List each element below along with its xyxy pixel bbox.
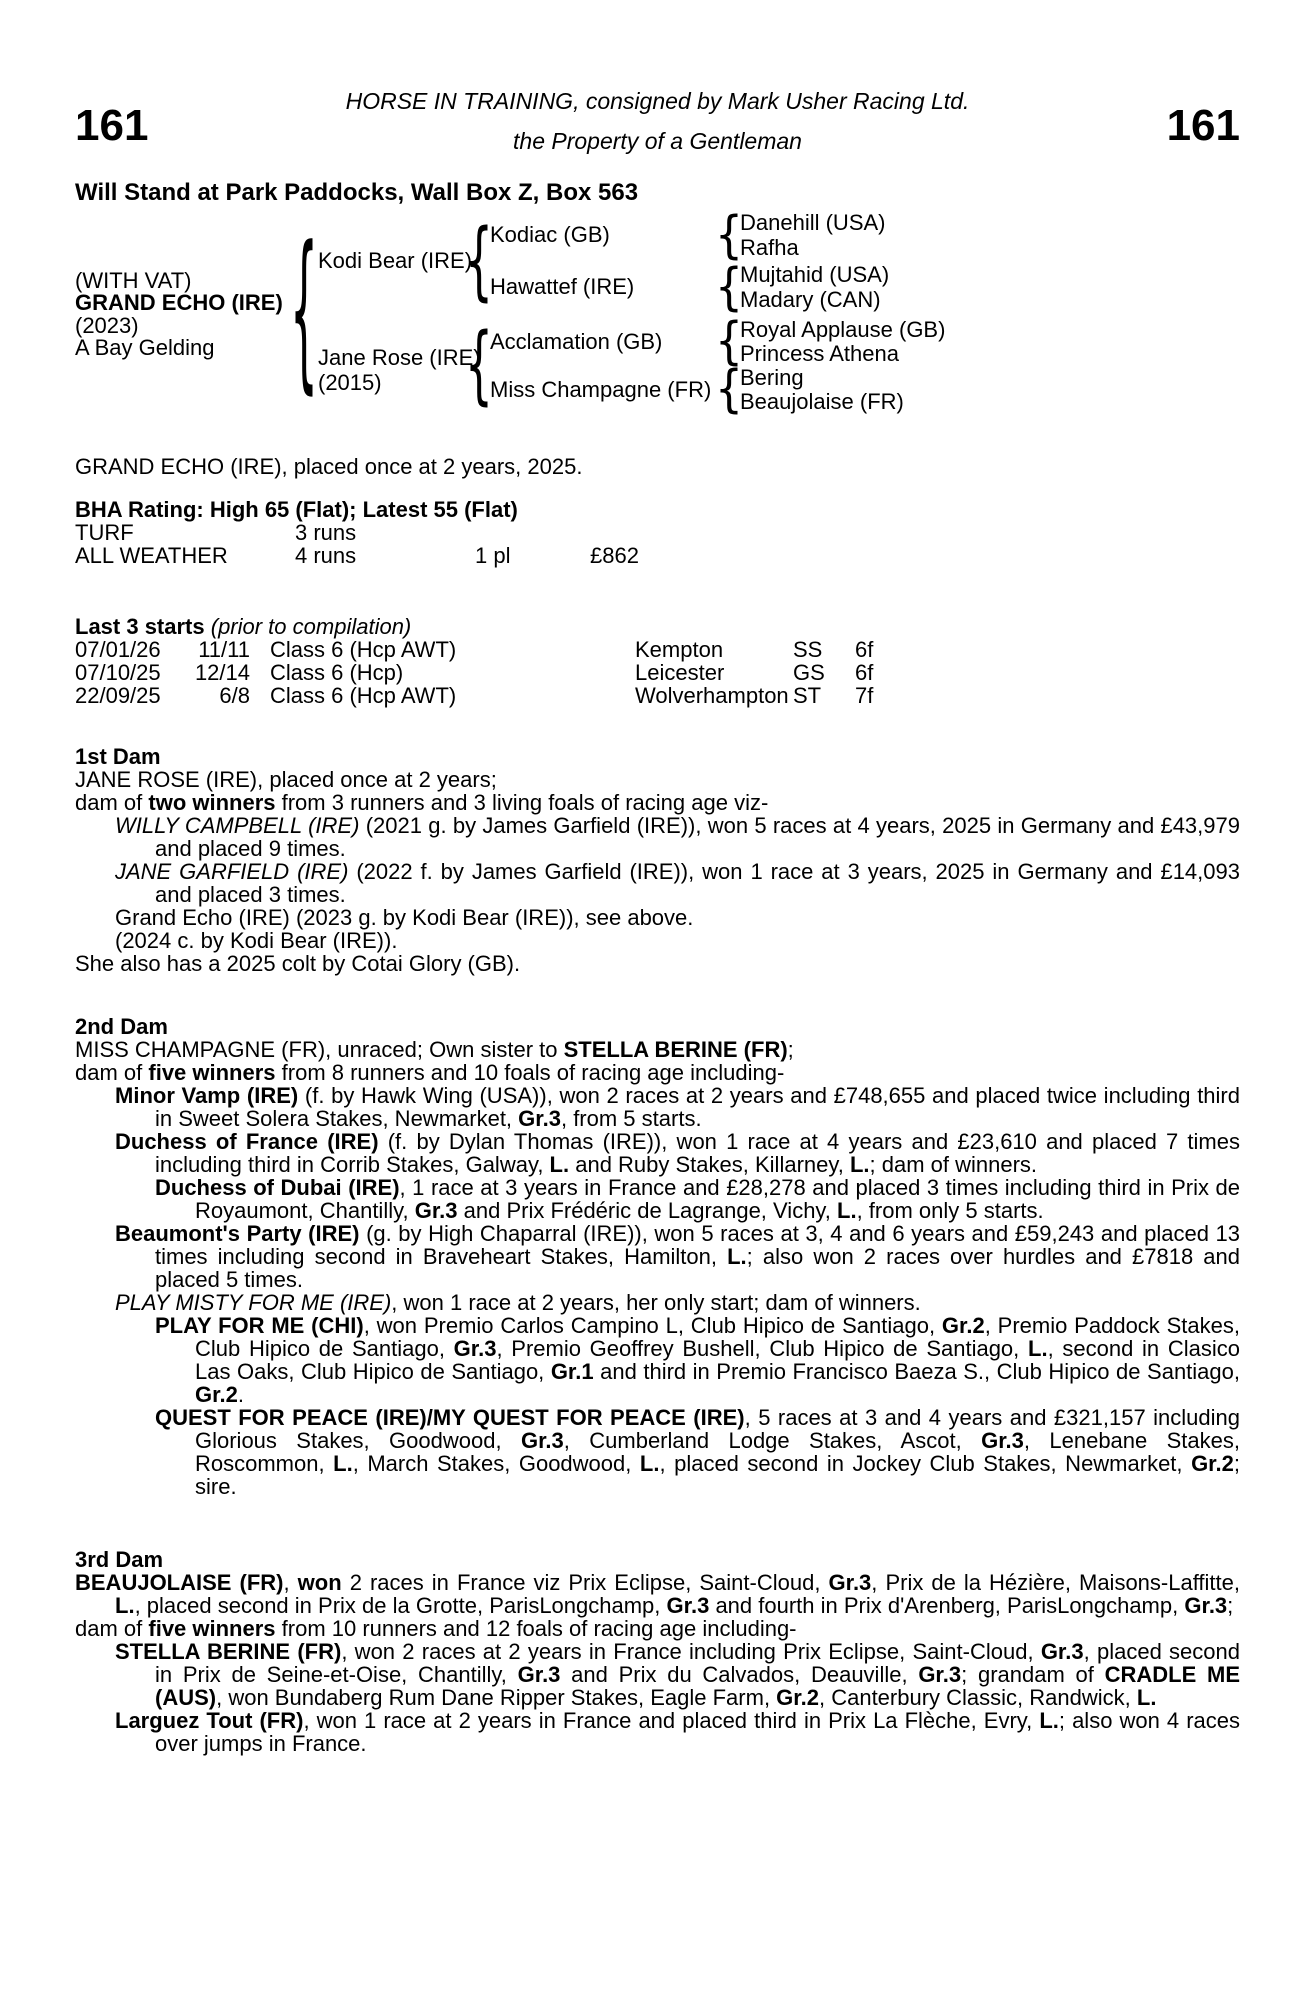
text-run: Gr.3 bbox=[453, 1336, 497, 1361]
sire-sire-dam-name: Rafha bbox=[740, 235, 799, 260]
text-run: JANE ROSE (IRE), placed once at 2 years; bbox=[75, 767, 497, 792]
pedigree-paragraph bbox=[75, 1130, 1240, 1176]
text-run: , won Bundaberg Rum Dane Ripper Stakes, Eagle Farm, bbox=[216, 1685, 777, 1710]
text-run: Gr.3 bbox=[918, 1662, 962, 1687]
pedigree-brace: { bbox=[715, 360, 743, 419]
surface-row bbox=[75, 544, 1240, 567]
text-run: PLAY MISTY FOR ME (IRE) bbox=[115, 1290, 392, 1315]
text-run: She also has a 2025 colt by Cotai Glory (GB). bbox=[75, 951, 521, 976]
pedigree-brace: { bbox=[715, 312, 743, 371]
text-run: from 8 runners and 10 foals of racing age including- bbox=[275, 1060, 785, 1085]
text-run: JANE GARFIELD (IRE) bbox=[115, 859, 349, 884]
dam-sire-name: Acclamation (GB) bbox=[490, 329, 663, 354]
sire-sire-sire-name: Danehill (USA) bbox=[740, 210, 886, 235]
race-course: Kempton bbox=[635, 637, 724, 662]
text-run: Gr.3 bbox=[828, 1570, 872, 1595]
race-row bbox=[75, 684, 1240, 707]
race-class: Class 6 (Hcp AWT) bbox=[270, 637, 457, 662]
text-run: Larguez Tout (FR) bbox=[115, 1708, 304, 1733]
text-run: (f. by Hawk Wing (USA)), won 2 races at 2 years and £748,655 and placed twice including third in Sweet Solera Stakes, Newmarket, bbox=[155, 1083, 1240, 1131]
text-run: two winners bbox=[148, 790, 276, 815]
text-run: L. bbox=[727, 1244, 747, 1269]
text-run: and third in Premio Francisco Baeza S., Club Hipico de Santiago, bbox=[593, 1359, 1240, 1384]
text-run: Gr.3 bbox=[520, 1428, 564, 1453]
dam-sire-dam-name: Princess Athena bbox=[740, 341, 899, 366]
text-run: five winners bbox=[148, 1060, 276, 1085]
dam-foaled-year: (2015) bbox=[318, 370, 382, 395]
pedigree-brace: { bbox=[715, 258, 743, 317]
text-run: Beaumont's Party (IRE) bbox=[115, 1221, 360, 1246]
text-run: ; also won 2 races over hurdles and £7818 and placed 5 times. bbox=[155, 1244, 1241, 1292]
text-run: Gr.2 bbox=[941, 1313, 985, 1338]
text-run: L. bbox=[115, 1593, 135, 1618]
text-run: Gr.1 bbox=[550, 1359, 594, 1384]
text-run: ; also won 4 races over jumps in France. bbox=[155, 1708, 1240, 1756]
text-run: 2 races in France viz Prix Eclipse, Saint-Cloud, bbox=[341, 1570, 829, 1595]
pedigree-paragraph bbox=[75, 1291, 1240, 1314]
text-run: Gr.2 bbox=[1191, 1451, 1234, 1476]
text-run: (f. by Dylan Thomas (IRE)), won 1 race at 4 years and £23,610 and placed 7 times including third in Corrib Stakes, Galway, bbox=[155, 1129, 1240, 1177]
text-run: . bbox=[237, 1382, 244, 1407]
text-run: ; bbox=[1227, 1593, 1234, 1618]
text-run: , won 2 races at 2 years in France including Prix Eclipse, Saint-Cloud, bbox=[341, 1639, 1041, 1664]
text-run: , Lenebane Stakes, Roscommon, bbox=[195, 1428, 1241, 1476]
pedigree-paragraph bbox=[75, 952, 1240, 975]
text-run: , won Premio Carlos Campino L, Club Hipico de Santiago, bbox=[363, 1313, 942, 1338]
property-line: the Property of a Gentleman bbox=[513, 128, 802, 154]
pedigree-paragraph bbox=[75, 860, 1240, 906]
race-date: 22/09/25 bbox=[75, 683, 161, 708]
dam-dam-dam-name: Beaujolaise (FR) bbox=[740, 389, 904, 414]
lot-number-right: 161 bbox=[1166, 101, 1240, 150]
race-course: Leicester bbox=[635, 660, 725, 685]
text-run: won bbox=[297, 1570, 342, 1595]
surface-record-table bbox=[75, 521, 1240, 567]
text-run: dam of bbox=[75, 1060, 149, 1085]
pedigree-brace: { bbox=[715, 206, 743, 265]
race-position: 6/8 bbox=[219, 683, 250, 708]
places-value: 1 pl bbox=[475, 543, 511, 568]
bha-rating-line: BHA Rating: High 65 (Flat); Latest 55 (Flat) bbox=[75, 497, 518, 522]
dam-sire-sire-name: Royal Applause (GB) bbox=[740, 317, 946, 342]
text-run: and Ruby Stakes, Killarney, bbox=[569, 1152, 850, 1177]
text-run: , won 1 race at 2 years, her only start; dam of winners. bbox=[391, 1290, 921, 1315]
text-run: L. bbox=[1136, 1685, 1157, 1710]
pedigree-paragraph bbox=[75, 906, 1240, 929]
runs-value: 4 runs bbox=[295, 543, 357, 568]
text-run: (2022 f. by James Garfield (IRE)), won 1 race at 3 years, 2025 in Germany and £14,093 and placed 3 times. bbox=[155, 859, 1240, 907]
text-run: , placed second in Jockey Club Stakes, Newmarket, bbox=[659, 1451, 1192, 1476]
text-run: and Prix Frédéric de Lagrange, Vichy, bbox=[457, 1198, 838, 1223]
text-run: Gr.2 bbox=[195, 1382, 238, 1407]
sire-sire-name: Kodiac (GB) bbox=[490, 222, 610, 247]
text-run: from 3 runners and 3 living foals of racing age viz- bbox=[275, 790, 769, 815]
text-run: dam of bbox=[75, 790, 149, 815]
text-run: ; sire. bbox=[195, 1451, 1240, 1499]
text-run: Gr.3 bbox=[517, 1662, 561, 1687]
race-going: ST bbox=[793, 683, 822, 708]
pedigree-paragraph bbox=[75, 1176, 1240, 1222]
text-run: , Cumberland Lodge Stakes, Ascot, bbox=[563, 1428, 982, 1453]
text-run: Gr.3 bbox=[1184, 1593, 1228, 1618]
text-run: Duchess of France (IRE) bbox=[115, 1129, 379, 1154]
runs-value: 3 runs bbox=[295, 520, 357, 545]
text-run: (g. by High Chaparral (IRE)), won 5 races at 3, 4 and 6 years and £59,243 and placed 13 times including second in Braveheart Stakes, Hamilton, bbox=[155, 1221, 1240, 1269]
text-run: Gr.3 bbox=[518, 1106, 561, 1131]
vat-note: (WITH VAT) bbox=[75, 268, 192, 293]
pedigree-paragraph bbox=[75, 1640, 1240, 1709]
race-going: SS bbox=[793, 637, 823, 662]
text-run: , from only 5 starts. bbox=[856, 1198, 1044, 1223]
text-run: , Prix de la Hézière, Maisons-Laffitte, bbox=[871, 1570, 1240, 1595]
text-run: ; dam of winners. bbox=[869, 1152, 1038, 1177]
earnings-value: £862 bbox=[590, 543, 639, 568]
consignment-line: HORSE IN TRAINING, consigned by Mark Usher Racing Ltd. bbox=[345, 88, 970, 114]
text-run: Gr.3 bbox=[666, 1593, 710, 1618]
text-run: , placed second in Prix de la Grotte, ParisLongchamp, bbox=[134, 1593, 667, 1618]
pedigree-paragraph bbox=[75, 1222, 1240, 1291]
pedigree-paragraph bbox=[75, 791, 1240, 814]
text-run: BEAUJOLAISE (FR) bbox=[75, 1570, 284, 1595]
pedigree-paragraph bbox=[75, 768, 1240, 791]
pedigree-paragraph bbox=[75, 1571, 1240, 1617]
pedigree-brace: { bbox=[465, 315, 493, 415]
pedigree-paragraph bbox=[75, 1038, 1240, 1061]
text-run: L. bbox=[1028, 1336, 1048, 1361]
text-run: Gr.3 bbox=[414, 1198, 458, 1223]
text-run: , from 5 starts. bbox=[560, 1106, 702, 1131]
horse-colour-sex: A Bay Gelding bbox=[75, 335, 215, 360]
race-going: GS bbox=[793, 660, 825, 685]
text-run: PLAY FOR ME (CHI) bbox=[155, 1313, 364, 1338]
race-summary-line: GRAND ECHO (IRE), placed once at 2 years, 2025. bbox=[75, 454, 583, 479]
text-run: , Canterbury Classic, Randwick, bbox=[818, 1685, 1137, 1710]
pedigree-paragraph bbox=[75, 1617, 1240, 1640]
dam-section bbox=[75, 745, 1240, 975]
text-run: Gr.3 bbox=[981, 1428, 1024, 1453]
text-run: five winners bbox=[148, 1616, 276, 1641]
text-run: , 1 race at 3 years in France and £28,278 and placed 3 times including third in Prix de Royaumont, Chantilly, bbox=[195, 1175, 1240, 1223]
text-run: , Premio Paddock Stakes, Club Hipico de Santiago, bbox=[195, 1313, 1240, 1361]
dam-dam-sire-name: Bering bbox=[740, 365, 804, 390]
text-run: L. bbox=[837, 1198, 857, 1223]
pedigree-brace: { bbox=[290, 212, 318, 412]
text-run: (2024 c. by Kodi Bear (IRE)). bbox=[115, 928, 398, 953]
pedigree-brace: { bbox=[465, 211, 493, 311]
dam-section bbox=[75, 1015, 1240, 1498]
pedigree-paragraph bbox=[75, 1314, 1240, 1406]
text-run: STELLA BERINE (FR) bbox=[563, 1037, 788, 1062]
text-run: Minor Vamp (IRE) bbox=[115, 1083, 299, 1108]
race-row bbox=[75, 638, 1240, 661]
horse-foaled-year: (2023) bbox=[75, 313, 139, 338]
race-distance: 6f bbox=[855, 660, 874, 685]
race-position: 11/11 bbox=[198, 637, 250, 662]
text-run: L. bbox=[639, 1451, 660, 1476]
sire-name: Kodi Bear (IRE) bbox=[318, 248, 473, 273]
text-run: dam of bbox=[75, 1616, 149, 1641]
text-run: and fourth in Prix d'Arenberg, ParisLongchamp, bbox=[709, 1593, 1185, 1618]
last-starts-title: Last 3 starts bbox=[75, 614, 205, 639]
text-run: , 5 races at 3 and 4 years and £321,157 including Glorious Stakes, Goodwood, bbox=[195, 1405, 1240, 1453]
text-run: Gr.2 bbox=[776, 1685, 819, 1710]
text-run: and Prix du Calvados, Deauville, bbox=[560, 1662, 919, 1687]
dam-name: Jane Rose (IRE) bbox=[318, 345, 481, 370]
text-run: L. bbox=[549, 1152, 570, 1177]
text-run: ; grandam of bbox=[961, 1662, 1105, 1687]
pedigree-paragraph bbox=[75, 814, 1240, 860]
text-run: MISS CHAMPAGNE (FR), unraced; Own sister to bbox=[75, 1037, 564, 1062]
race-class: Class 6 (Hcp AWT) bbox=[270, 683, 457, 708]
text-run: , March Stakes, Goodwood, bbox=[352, 1451, 640, 1476]
pedigree-paragraph bbox=[75, 1406, 1240, 1498]
dam-section-heading: 2nd Dam bbox=[75, 1014, 168, 1039]
text-run: (2021 g. by James Garfield (IRE)), won 5 races at 4 years, 2025 in Germany and £43,979 and placed 9 times. bbox=[155, 813, 1240, 861]
surface-label: TURF bbox=[75, 520, 134, 545]
text-run: , bbox=[283, 1570, 298, 1595]
text-run: from 10 runners and 12 foals of racing age including- bbox=[275, 1616, 797, 1641]
pedigree-paragraph bbox=[75, 1061, 1240, 1084]
race-row bbox=[75, 661, 1240, 684]
pedigree-paragraph bbox=[75, 1709, 1240, 1755]
dam-sections bbox=[75, 745, 1240, 1755]
horse-name: GRAND ECHO (IRE) bbox=[75, 290, 283, 315]
last-starts-note: (prior to compilation) bbox=[204, 614, 412, 639]
text-run: , second in Clasico Las Oaks, Club Hipico de Santiago, bbox=[195, 1336, 1241, 1384]
text-run: STELLA BERINE (FR) bbox=[115, 1639, 342, 1664]
text-run: Gr.3 bbox=[1040, 1639, 1084, 1664]
pedigree-paragraph bbox=[75, 929, 1240, 952]
dam-dam-name: Miss Champagne (FR) bbox=[490, 377, 712, 402]
dam-section-heading: 3rd Dam bbox=[75, 1547, 164, 1572]
race-date: 07/10/25 bbox=[75, 660, 161, 685]
surface-row bbox=[75, 521, 1240, 544]
pedigree-chart bbox=[75, 206, 1240, 419]
sire-dam-name: Hawattef (IRE) bbox=[490, 274, 635, 299]
text-run: Grand Echo (IRE) (2023 g. by Kodi Bear (IRE)), see above. bbox=[115, 905, 694, 930]
last-starts-table bbox=[75, 638, 1240, 707]
lot-number-left: 161 bbox=[75, 101, 149, 150]
race-course: Wolverhampton bbox=[635, 683, 789, 708]
dam-section bbox=[75, 1548, 1240, 1755]
text-run: QUEST FOR PEACE (IRE)/MY QUEST FOR PEACE (IRE) bbox=[155, 1405, 745, 1430]
last-starts-heading bbox=[75, 615, 1240, 638]
text-run: Duchess of Dubai (IRE) bbox=[155, 1175, 400, 1200]
text-run: CRADLE ME (AUS) bbox=[155, 1662, 1241, 1710]
sire-dam-dam-name: Madary (CAN) bbox=[740, 287, 881, 312]
surface-label: ALL WEATHER bbox=[75, 543, 228, 568]
text-run: ; bbox=[787, 1037, 794, 1062]
race-distance: 6f bbox=[855, 637, 874, 662]
text-run: , placed second in Prix de Seine-et-Oise, Chantilly, bbox=[155, 1639, 1240, 1687]
text-run: L. bbox=[1039, 1708, 1059, 1733]
pedigree-paragraph bbox=[75, 1084, 1240, 1130]
race-position: 12/14 bbox=[194, 660, 250, 685]
race-class: Class 6 (Hcp) bbox=[270, 660, 404, 685]
text-run: L. bbox=[333, 1451, 353, 1476]
sire-dam-sire-name: Mujtahid (USA) bbox=[740, 262, 890, 287]
dam-section-heading: 1st Dam bbox=[75, 744, 161, 769]
race-distance: 7f bbox=[855, 683, 874, 708]
text-run: , won 1 race at 2 years in France and placed third in Prix La Flèche, Evry, bbox=[303, 1708, 1040, 1733]
text-run: L. bbox=[849, 1152, 870, 1177]
race-date: 07/01/26 bbox=[75, 637, 161, 662]
text-run: , Premio Geoffrey Bushell, Club Hipico de Santiago, bbox=[496, 1336, 1028, 1361]
text-run: WILLY CAMPBELL (IRE) bbox=[115, 813, 360, 838]
stand-location-line: Will Stand at Park Paddocks, Wall Box Z, Box 563 bbox=[75, 179, 639, 206]
